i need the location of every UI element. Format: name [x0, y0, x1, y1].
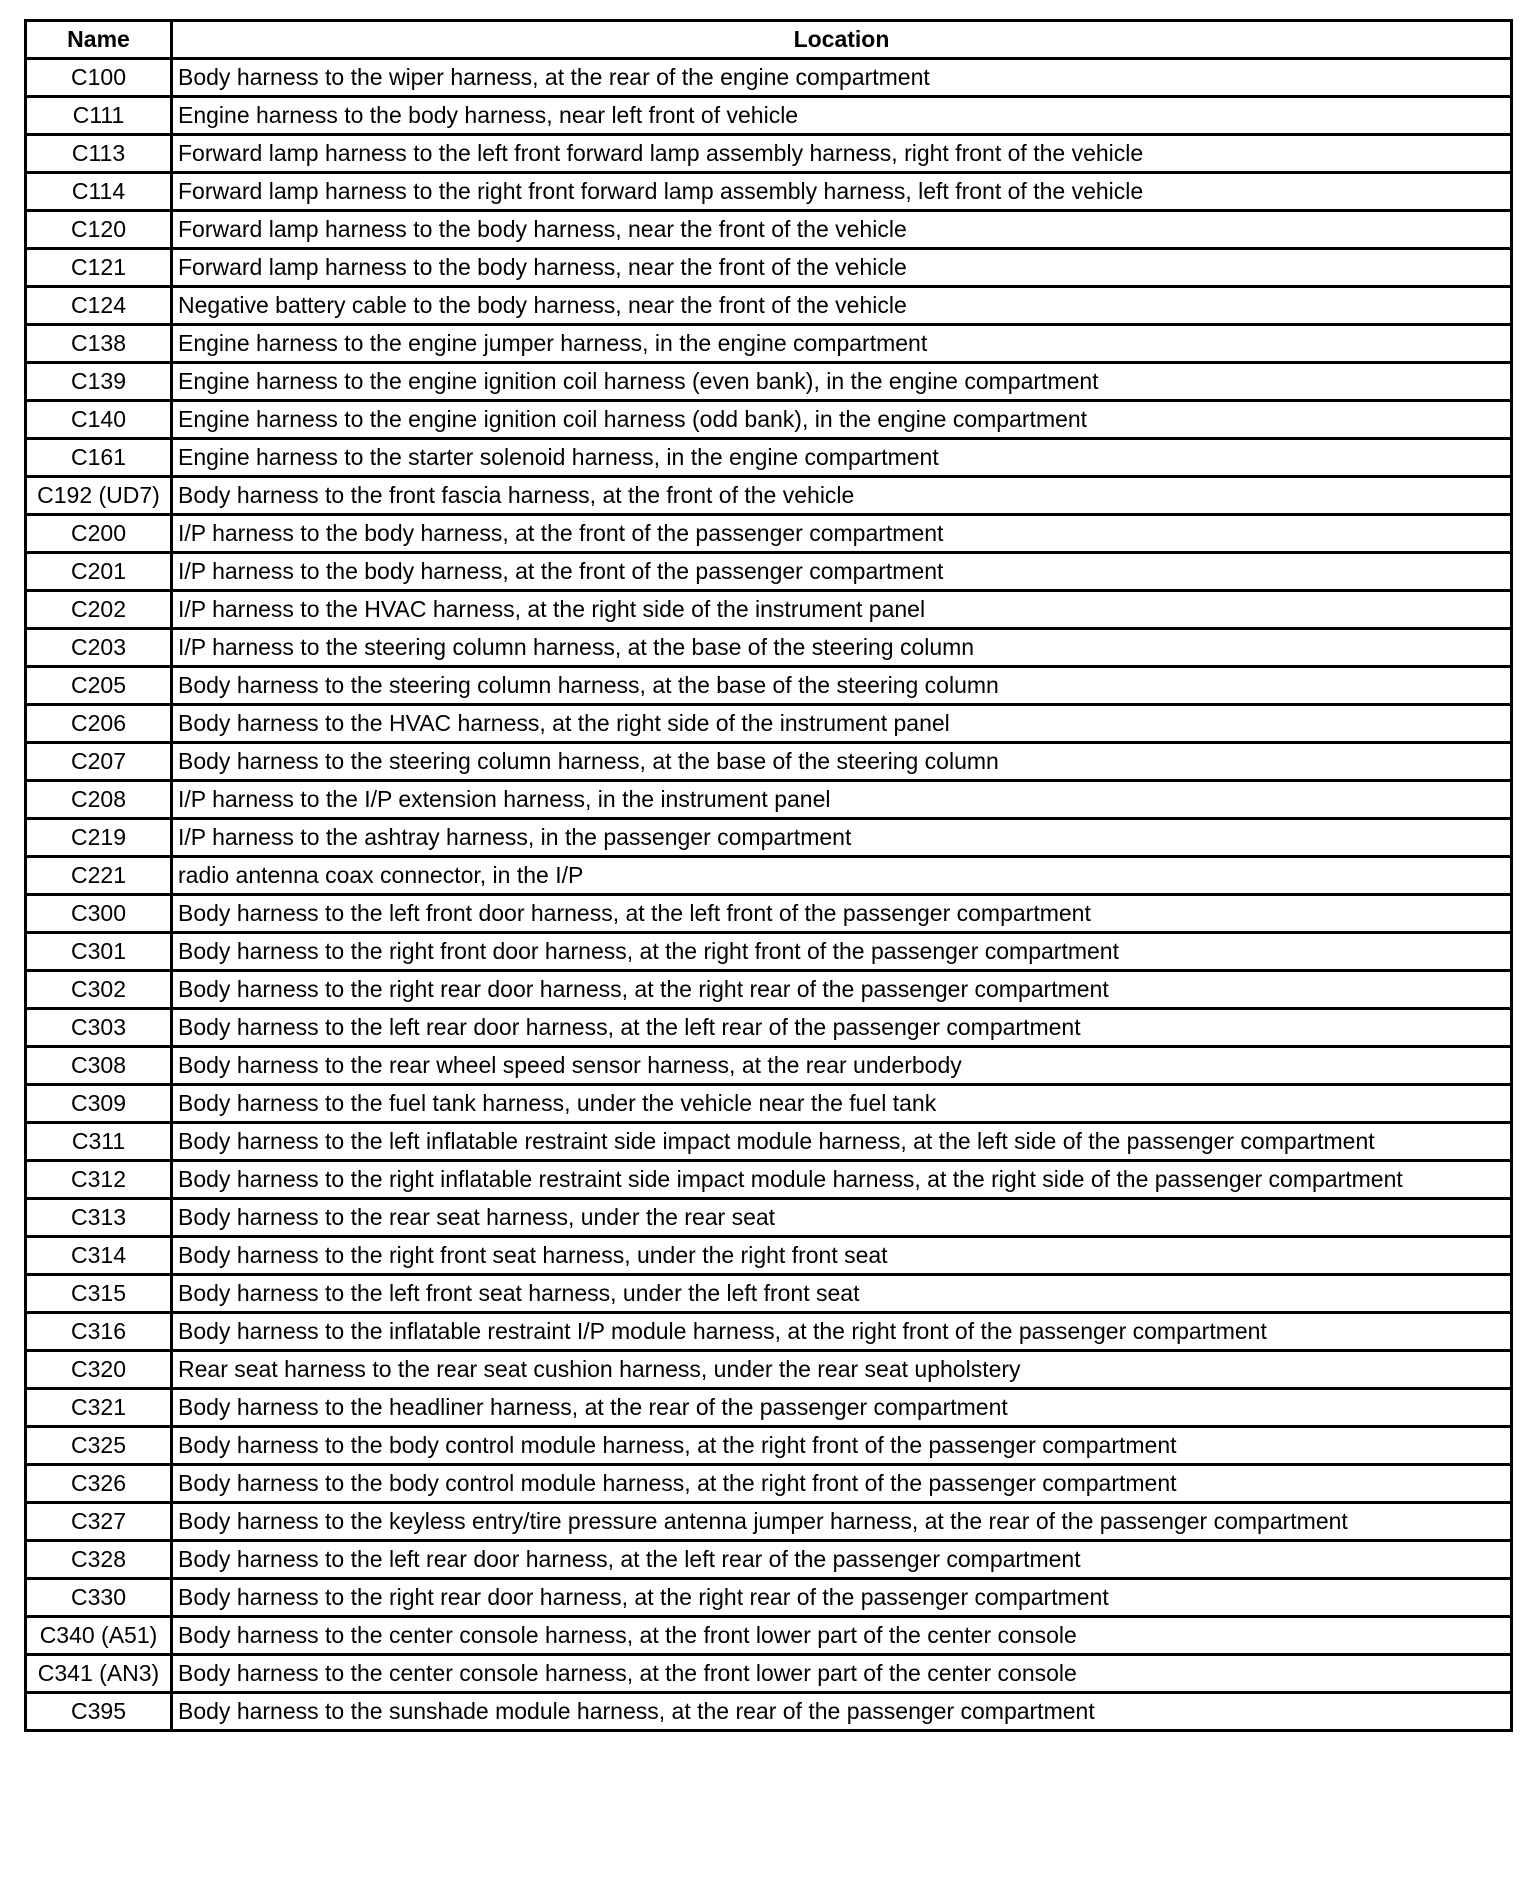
connector-name-cell: C311 [26, 1123, 172, 1161]
table-row [26, 1541, 1512, 1579]
connector-location-cell: Body harness to the left front door harness, at the left front of the passenger compartment [172, 895, 1512, 933]
connector-name-cell: C326 [26, 1465, 172, 1503]
table-row [26, 895, 1512, 933]
connector-location-cell: radio antenna coax connector, in the I/P [172, 857, 1512, 895]
connector-name-cell: C325 [26, 1427, 172, 1465]
table-header [26, 21, 1512, 59]
connector-location-cell: Body harness to the left inflatable restraint side impact module harness, at the left side of the passenger compartment [172, 1123, 1512, 1161]
connector-name-cell: C219 [26, 819, 172, 857]
table-row [26, 1123, 1512, 1161]
table-row [26, 1389, 1512, 1427]
connector-name-cell: C111 [26, 97, 172, 135]
connector-location-cell: Engine harness to the engine jumper harness, in the engine compartment [172, 325, 1512, 363]
connector-name-cell: C138 [26, 325, 172, 363]
connector-name-cell: C200 [26, 515, 172, 553]
table-row [26, 1199, 1512, 1237]
table-row [26, 59, 1512, 97]
connector-name-cell: C114 [26, 173, 172, 211]
connector-name-cell: C308 [26, 1047, 172, 1085]
table-row [26, 1275, 1512, 1313]
table-row [26, 173, 1512, 211]
connector-location-cell: Body harness to the rear wheel speed sensor harness, at the rear underbody [172, 1047, 1512, 1085]
connector-location-cell: Body harness to the left rear door harness, at the left rear of the passenger compartment [172, 1541, 1512, 1579]
connector-name-cell: C321 [26, 1389, 172, 1427]
connector-name-cell: C206 [26, 705, 172, 743]
table-row [26, 401, 1512, 439]
table-row [26, 1161, 1512, 1199]
connector-location-cell: Forward lamp harness to the body harness, near the front of the vehicle [172, 249, 1512, 287]
connector-name-cell: C161 [26, 439, 172, 477]
table-row [26, 933, 1512, 971]
connector-location-cell: Body harness to the steering column harness, at the base of the steering column [172, 743, 1512, 781]
connector-name-cell: C124 [26, 287, 172, 325]
connector-name-cell: C330 [26, 1579, 172, 1617]
table-row [26, 857, 1512, 895]
connector-location-cell: Engine harness to the engine ignition coil harness (even bank), in the engine compartment [172, 363, 1512, 401]
connector-name-cell: C312 [26, 1161, 172, 1199]
connector-location-table [24, 19, 1513, 1732]
connector-location-cell: I/P harness to the body harness, at the front of the passenger compartment [172, 553, 1512, 591]
connector-location-cell: Forward lamp harness to the right front forward lamp assembly harness, left front of the vehicle [172, 173, 1512, 211]
table-row [26, 1427, 1512, 1465]
table-row [26, 363, 1512, 401]
connector-location-cell: Forward lamp harness to the body harness, near the front of the vehicle [172, 211, 1512, 249]
connector-location-cell: Body harness to the rear seat harness, under the rear seat [172, 1199, 1512, 1237]
connector-name-cell: C315 [26, 1275, 172, 1313]
connector-name-cell: C100 [26, 59, 172, 97]
table-row [26, 97, 1512, 135]
connector-name-cell: C302 [26, 971, 172, 1009]
table-row [26, 1351, 1512, 1389]
connector-name-cell: C203 [26, 629, 172, 667]
connector-name-cell: C121 [26, 249, 172, 287]
table-body [26, 59, 1512, 1731]
connector-name-cell: C313 [26, 1199, 172, 1237]
table-row [26, 1313, 1512, 1351]
connector-location-cell: Body harness to the body control module harness, at the right front of the passenger compartment [172, 1465, 1512, 1503]
connector-location-cell: Engine harness to the body harness, near left front of vehicle [172, 97, 1512, 135]
connector-name-cell: C301 [26, 933, 172, 971]
connector-location-cell: Body harness to the right rear door harness, at the right rear of the passenger compartment [172, 971, 1512, 1009]
connector-location-cell: Body harness to the right front door harness, at the right front of the passenger compartment [172, 933, 1512, 971]
connector-location-cell: Body harness to the right rear door harness, at the right rear of the passenger compartment [172, 1579, 1512, 1617]
connector-name-cell: C300 [26, 895, 172, 933]
connector-name-cell: C316 [26, 1313, 172, 1351]
connector-name-cell: C395 [26, 1693, 172, 1731]
connector-location-cell: Forward lamp harness to the left front forward lamp assembly harness, right front of the vehicle [172, 135, 1512, 173]
table-row [26, 819, 1512, 857]
table-row [26, 1693, 1512, 1731]
table-row [26, 1617, 1512, 1655]
connector-location-cell: Body harness to the right front seat harness, under the right front seat [172, 1237, 1512, 1275]
table-row [26, 1655, 1512, 1693]
column-header-location: Location [172, 21, 1512, 59]
connector-name-cell: C320 [26, 1351, 172, 1389]
connector-name-cell: C140 [26, 401, 172, 439]
table-row [26, 705, 1512, 743]
table-row [26, 667, 1512, 705]
table-row [26, 515, 1512, 553]
connector-name-cell: C309 [26, 1085, 172, 1123]
connector-name-cell: C328 [26, 1541, 172, 1579]
connector-name-cell: C192 (UD7) [26, 477, 172, 515]
connector-location-cell: Body harness to the steering column harness, at the base of the steering column [172, 667, 1512, 705]
connector-location-cell: Body harness to the left front seat harness, under the left front seat [172, 1275, 1512, 1313]
connector-location-cell: Body harness to the fuel tank harness, under the vehicle near the fuel tank [172, 1085, 1512, 1123]
connector-location-cell: Body harness to the center console harness, at the front lower part of the center console [172, 1617, 1512, 1655]
table-row [26, 249, 1512, 287]
connector-location-cell: Body harness to the headliner harness, at the rear of the passenger compartment [172, 1389, 1512, 1427]
table-row [26, 1085, 1512, 1123]
connector-name-cell: C207 [26, 743, 172, 781]
table-row [26, 135, 1512, 173]
table-row [26, 1503, 1512, 1541]
connector-location-cell: I/P harness to the HVAC harness, at the right side of the instrument panel [172, 591, 1512, 629]
connector-location-cell: Body harness to the front fascia harness, at the front of the vehicle [172, 477, 1512, 515]
connector-name-cell: C314 [26, 1237, 172, 1275]
table-row [26, 591, 1512, 629]
connector-name-cell: C221 [26, 857, 172, 895]
connector-location-cell: I/P harness to the steering column harness, at the base of the steering column [172, 629, 1512, 667]
header-row [26, 21, 1512, 59]
connector-location-cell: Rear seat harness to the rear seat cushion harness, under the rear seat upholstery [172, 1351, 1512, 1389]
connector-name-cell: C120 [26, 211, 172, 249]
connector-name-cell: C205 [26, 667, 172, 705]
table-row [26, 1465, 1512, 1503]
connector-location-cell: Body harness to the HVAC harness, at the right side of the instrument panel [172, 705, 1512, 743]
connector-location-cell: Body harness to the center console harness, at the front lower part of the center console [172, 1655, 1512, 1693]
table-row [26, 287, 1512, 325]
column-header-name: Name [26, 21, 172, 59]
table-row [26, 477, 1512, 515]
connector-location-cell: Body harness to the keyless entry/tire pressure antenna jumper harness, at the rear of the passenger compartment [172, 1503, 1512, 1541]
connector-name-cell: C201 [26, 553, 172, 591]
connector-location-cell: I/P harness to the I/P extension harness, in the instrument panel [172, 781, 1512, 819]
table-row [26, 781, 1512, 819]
connector-location-cell: Body harness to the sunshade module harness, at the rear of the passenger compartment [172, 1693, 1512, 1731]
table-row [26, 971, 1512, 1009]
table-row [26, 1237, 1512, 1275]
table-row [26, 1047, 1512, 1085]
connector-location-cell: I/P harness to the body harness, at the front of the passenger compartment [172, 515, 1512, 553]
connector-name-cell: C208 [26, 781, 172, 819]
connector-location-cell: Body harness to the left rear door harness, at the left rear of the passenger compartment [172, 1009, 1512, 1047]
connector-location-cell: Engine harness to the engine ignition coil harness (odd bank), in the engine compartment [172, 401, 1512, 439]
connector-name-cell: C327 [26, 1503, 172, 1541]
table-row [26, 325, 1512, 363]
connector-location-cell: Engine harness to the starter solenoid harness, in the engine compartment [172, 439, 1512, 477]
table-row [26, 1009, 1512, 1047]
table-row [26, 211, 1512, 249]
table-row [26, 439, 1512, 477]
connector-location-cell: Body harness to the body control module harness, at the right front of the passenger compartment [172, 1427, 1512, 1465]
connector-name-cell: C340 (A51) [26, 1617, 172, 1655]
table-row [26, 629, 1512, 667]
connector-location-cell: Body harness to the wiper harness, at the rear of the engine compartment [172, 59, 1512, 97]
connector-name-cell: C139 [26, 363, 172, 401]
table-row [26, 1579, 1512, 1617]
connector-location-cell: Body harness to the inflatable restraint I/P module harness, at the right front of the passenger compartment [172, 1313, 1512, 1351]
connector-name-cell: C202 [26, 591, 172, 629]
table-row [26, 743, 1512, 781]
connector-location-cell: Negative battery cable to the body harness, near the front of the vehicle [172, 287, 1512, 325]
connector-location-cell: I/P harness to the ashtray harness, in the passenger compartment [172, 819, 1512, 857]
connector-location-cell: Body harness to the right inflatable restraint side impact module harness, at the right side of the passenger compartment [172, 1161, 1512, 1199]
connector-name-cell: C303 [26, 1009, 172, 1047]
connector-name-cell: C341 (AN3) [26, 1655, 172, 1693]
table-row [26, 553, 1512, 591]
connector-name-cell: C113 [26, 135, 172, 173]
